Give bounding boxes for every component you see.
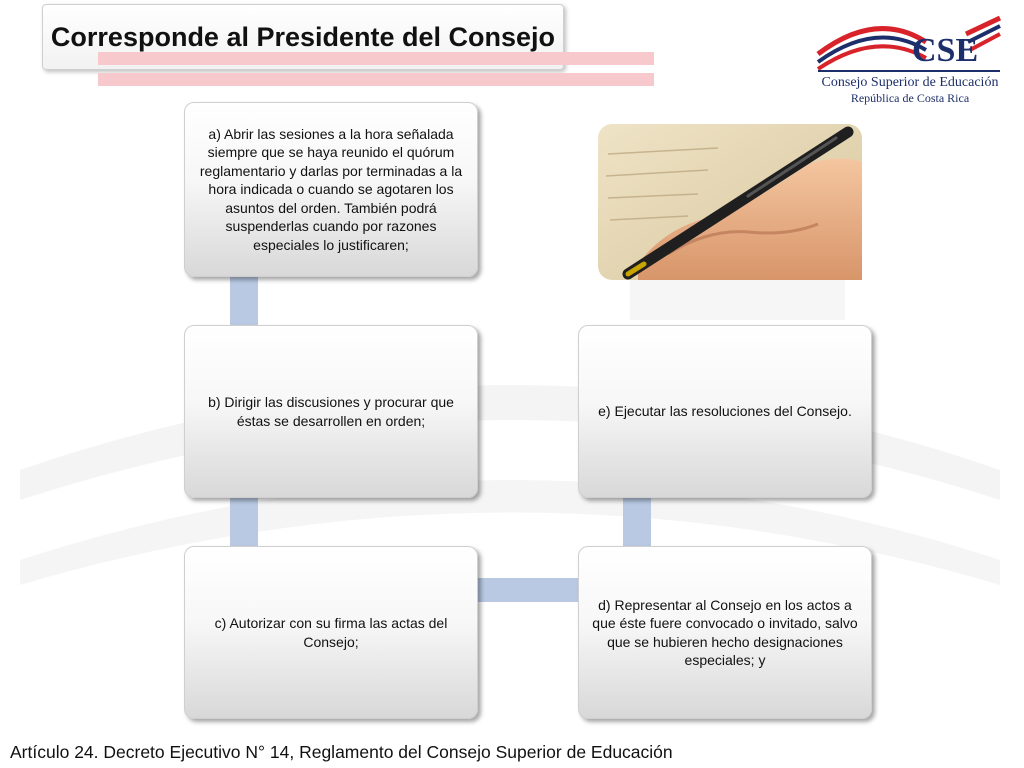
connector-d-e: [623, 498, 651, 550]
node-a-text: a) Abrir las sesiones a la hora señalada siempre que se haya reunido el quórum reglamentario y darlas por terminadas a la hora indicada o cuando se agotaren los asuntos del orden. También podrá suspenderlas cuando por razones especiales lo justificaren;: [199, 125, 463, 253]
node-e-text: e) Ejecutar las resoluciones del Consejo.: [598, 403, 852, 420]
hand-writing-image: [598, 124, 862, 280]
connector-a-b: [230, 276, 258, 328]
node-d-text: d) Representar al Consejo en los actos a que éste fuere convocado o invitado, salvo que se hubieren hecho designaciones especiales; y: [592, 596, 858, 668]
node-b-text: b) Dirigir las discusiones y procurar que éstas se desarrollen en orden;: [208, 394, 454, 429]
node-b: [184, 325, 478, 498]
footer-citation: Artículo 24. Decreto Ejecutivo N° 14, Reglamento del Consejo Superior de Educación: [10, 742, 673, 762]
connector-b-c: [230, 498, 258, 550]
node-c: [184, 546, 478, 719]
title-stripe-bottom: [98, 73, 654, 86]
node-a: [184, 102, 478, 277]
logo-acronym: CSE: [912, 32, 979, 69]
node-e: [578, 325, 872, 498]
title-stripe-top: [98, 52, 654, 65]
connector-c-d: [478, 578, 580, 602]
node-d: [578, 546, 872, 719]
node-c-text: c) Autorizar con su firma las actas del Consejo;: [214, 615, 448, 650]
logo-country: República de Costa Rica: [850, 91, 970, 105]
logo-name: Consejo Superior de Educación: [821, 75, 999, 90]
page-title-text: Corresponde al Presidente del Consejo: [50, 21, 556, 52]
